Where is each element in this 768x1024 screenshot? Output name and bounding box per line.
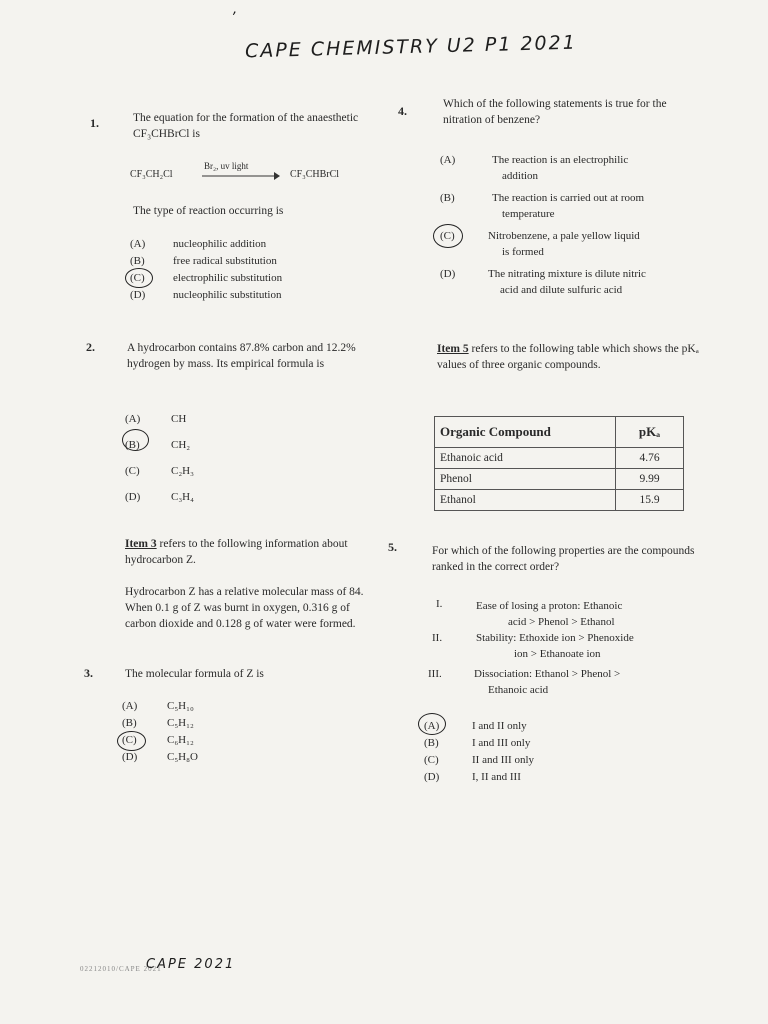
table-row xyxy=(435,469,684,490)
column-header: Organic Compound xyxy=(435,417,616,448)
question-2-options xyxy=(125,406,194,510)
table-cell: 15.9 xyxy=(616,490,684,511)
reaction-arrow-icon xyxy=(202,172,280,182)
question-4-options xyxy=(438,152,728,304)
option-c[interactable]: (C) II and III only xyxy=(424,754,535,766)
answer-circle-mark xyxy=(117,731,146,751)
option-c[interactable]: (C) electrophilic substitution xyxy=(130,272,283,284)
answer-circle-mark xyxy=(122,429,149,451)
footer-handwritten-note: CAPE 2021 xyxy=(146,957,236,972)
table-header-row xyxy=(435,417,684,448)
question-1-prompt: The type of reaction occurring is xyxy=(133,205,284,217)
option-a[interactable]: (A) I and II only xyxy=(424,720,527,732)
option-d[interactable]: (D) C₅H₈O xyxy=(122,751,198,763)
item-5-intro: Item 5 refers to the following table which shows the pKₐ values of three organic compounds. xyxy=(437,343,699,371)
question-5-number: 5. xyxy=(388,540,397,554)
question-2-stem: A hydrocarbon contains 87.8% carbon and 12.2% hydrogen by mass. Its empirical formula is xyxy=(127,342,356,370)
option-b[interactable]: (B) free radical substitution xyxy=(130,255,277,267)
item-3-info: Hydrocarbon Z has a relative molecular mass of 84. When 0.1 g of Z was burnt in oxygen, 0.316 g of carbon dioxide and 0.128 g of water were formed. xyxy=(125,586,364,630)
statement-iii: III. Dissociation: Ethanol > Phenol > Ethanoic acid xyxy=(428,668,621,696)
option-b[interactable]: (B) I and III only xyxy=(424,737,531,749)
reactant: CF₃CH₂Cl xyxy=(130,169,173,180)
question-4-number: 4. xyxy=(398,104,407,118)
question-3-number: 3. xyxy=(84,666,93,680)
question-4-stem: Which of the following statements is true for the nitration of benzene? xyxy=(443,98,667,126)
question-3-stem: The molecular formula of Z is xyxy=(125,668,264,680)
footer-print-code: 02212010/CAPE 2021 xyxy=(80,965,162,973)
product: CF₃CHBrCl xyxy=(290,169,340,180)
option-b[interactable]: (B) The reaction is carried out at room temperature xyxy=(440,192,645,220)
option-a[interactable]: (A) CH xyxy=(125,413,187,425)
option-a[interactable]: (A) nucleophilic addition xyxy=(130,238,267,250)
table-cell: Phenol xyxy=(435,469,616,490)
pka-table xyxy=(434,416,684,511)
table-row xyxy=(435,448,684,469)
question-1-stem: The equation for the formation of the anaesthetic CF₃CHBrCl is xyxy=(133,112,359,140)
table-cell: Ethanol xyxy=(435,490,616,511)
table-row xyxy=(435,490,684,511)
answer-circle-mark xyxy=(418,713,446,735)
option-b[interactable]: (B) C₅H₁₂ xyxy=(122,717,194,729)
option-b[interactable]: (B) CH₂ xyxy=(125,439,191,451)
table-cell: Ethanoic acid xyxy=(435,448,616,469)
item-3-intro: Item 3 refers to the following information about hydrocarbon Z. xyxy=(125,538,348,566)
page-title: CAPE CHEMISTRY U2 P1 2021 xyxy=(244,31,578,63)
option-d[interactable]: (D) I, II and III xyxy=(424,771,521,783)
question-2-number: 2. xyxy=(86,340,95,354)
option-c[interactable]: (C) C₂H₃ xyxy=(125,465,194,477)
stray-mark: ʼ xyxy=(232,10,239,26)
answer-circle-mark xyxy=(433,224,463,248)
option-a[interactable]: (A) The reaction is an electrophilic addition xyxy=(440,154,629,182)
question-5-statements xyxy=(428,596,722,698)
question-1-options xyxy=(130,236,282,304)
table-cell: 4.76 xyxy=(616,448,684,469)
statement-ii: II. Stability: Ethoxide ion > Phenoxide ion > Ethanoate ion xyxy=(432,632,634,660)
option-c[interactable]: (C) C₆H₁₂ xyxy=(122,734,194,746)
reaction-equation xyxy=(130,162,380,188)
question-5-stem: For which of the following properties are the compounds ranked in the correct order? xyxy=(432,545,695,573)
option-a[interactable]: (A) C₅H₁₀ xyxy=(122,700,194,712)
question-1-number: 1. xyxy=(90,116,99,130)
answer-circle-mark xyxy=(125,268,153,288)
option-d[interactable]: (D) The nitrating mixture is dilute nitric acid and dilute sulfuric acid xyxy=(440,268,646,296)
option-d[interactable]: (D) nucleophilic substitution xyxy=(130,289,282,301)
column-header: pKₐ xyxy=(616,417,684,448)
reaction-condition: Br₂, uv light xyxy=(204,161,249,171)
option-c[interactable]: (C) Nitrobenzene, a pale yellow liquid is formed xyxy=(440,230,640,258)
table-cell: 9.99 xyxy=(616,469,684,490)
statement-i: I. Ease of losing a proton: Ethanoic acid > Phenol > Ethanol xyxy=(436,598,623,628)
option-d[interactable]: (D) C₃H₄ xyxy=(125,491,194,503)
